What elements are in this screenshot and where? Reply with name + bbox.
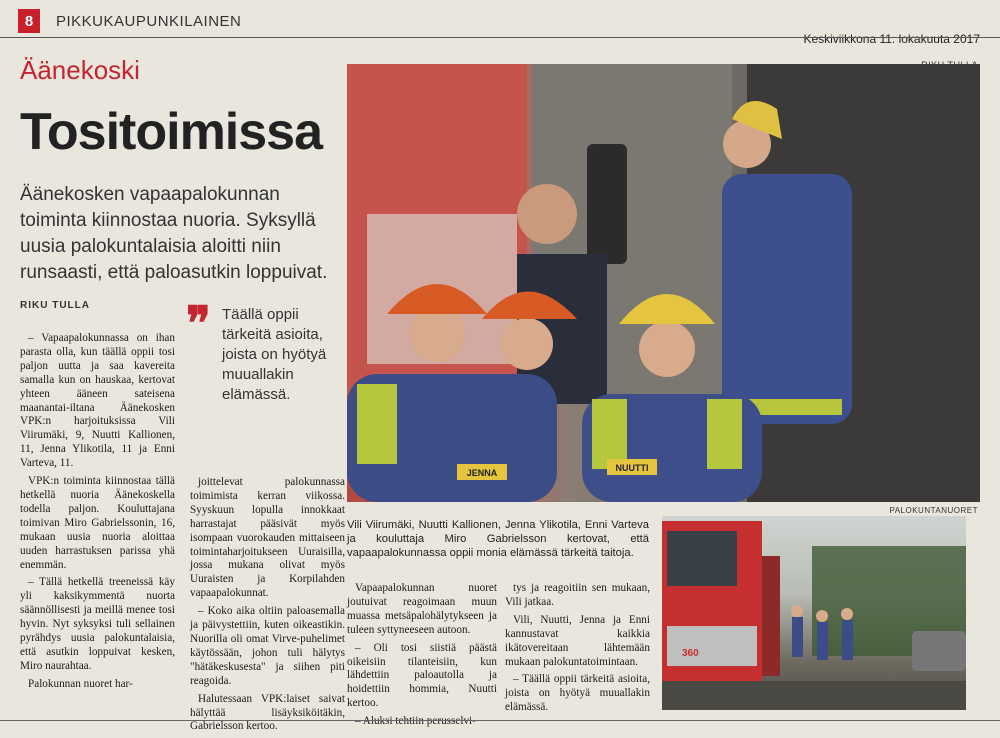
paragraph: Halutessaan VPK:laiset saivat hälyttää lisäyksiköitäkin, Gabrielsson kertoo. bbox=[190, 692, 345, 733]
paragraph: Vapaapalokunnan nuoret joutuivat reagoimaan muun muassa metsäpalohälytykseen ja tuleen syttyneeseen autoon. bbox=[347, 582, 497, 636]
header-rule bbox=[0, 37, 1000, 38]
paragraph: – Aluksi tehtiin perusselvi- bbox=[355, 715, 476, 728]
paragraph: VPK:n toiminta kiinnostaa tällä hetkellä nuoria Äänekoskella todella paljon. Kouluttajana toimivan Miro Gabrielssonin, 16, mukaan uusia nuoria aloittaa uuden harrastuksen parissa yhä enemmän. bbox=[20, 475, 175, 571]
fire-truck-illustration bbox=[662, 516, 966, 710]
main-photo bbox=[347, 64, 980, 502]
section-title: Äänekoski bbox=[20, 55, 140, 85]
issue-date: Keskiviikkona 11. lokakuuta 2017 bbox=[803, 32, 980, 46]
paragraph: joittelevat palokunnassa toimimista kerran viikossa. Syyskuun lopulla innokkaat harrastajat pääsivät myös isompaan vuorokauden mittaiseen toimintaharjoitukseen Uuraisilla, jossa mukana olivat myös Uuraisten ja Korpilahden vapaapalokunnat. bbox=[190, 476, 345, 600]
quote-mark-icon: ❞ bbox=[186, 298, 211, 349]
headline: Tositoimissa bbox=[20, 103, 323, 161]
page-number: 8 bbox=[18, 9, 40, 33]
body-column-2 bbox=[190, 476, 345, 738]
paragraph: – Täällä oppii tärkeitä asioita, joista on hyötyä muuallakin elämässä. bbox=[505, 673, 650, 714]
firefighters-photo-illustration bbox=[347, 64, 980, 502]
paragraph: – Tällä hetkellä treeneissä käy yli kaksikymmentä nuorta säännöllisesti ja meillä menee tosi hyvin. Nyt syksyksi tuli sellainen pyrähdys uusia palokuntalaisia, että asutkin loppuivat kesken, Miro naurahtaa. bbox=[20, 576, 175, 672]
paragraph: – Vapaapalokunnassa on ihan parasta olla, kun täällä oppii tosi paljon uutta ja saa kavereita samalla kun on hauskaa, kertovat yhteen ääneen sateisena maanantai-iltana Äänekosken VPK:n harjoituksissa Vili Viirumäki, 9, Nuutti Kallionen, 11, Jenna Ylikotila, 11 ja Enni Varteva, 11. bbox=[20, 332, 175, 470]
paragraph: Palokunnan nuoret har- bbox=[28, 677, 133, 690]
name-badge-jenna: JENNA bbox=[466, 468, 498, 478]
name-badge-nuutti: NUUTTI bbox=[615, 463, 649, 473]
body-column-1 bbox=[20, 332, 175, 696]
footer-rule bbox=[0, 720, 1000, 721]
pull-quote: Täällä oppii tärkeitä asioita, joista on hyötyä muuallakin elämässä. bbox=[222, 306, 327, 403]
paragraph: Vili, Nuutti, Jenna ja Enni kannustavat kaikkia ikätovereitaan lähtemään mukaan palokuntatoimintaan. bbox=[505, 613, 650, 668]
newspaper-name: PIKKUKAUPUNKILAINEN bbox=[56, 13, 242, 30]
truck-number: 360 bbox=[682, 648, 699, 659]
lead-paragraph: Äänekosken vapaapalokunnan toiminta kiinnostaa nuoria. Syksyllä uusia palokuntalaisia aloitti niin runsaasti, että paloasutkin loppuivat. bbox=[20, 184, 328, 283]
paragraph: tys ja reagoitiin sen mukaan, Vili jatkaa. bbox=[505, 582, 650, 608]
paragraph: – Koko aika oltiin paloasemalla ja päivystettiin, kuten oikeastikin. Nuorilla oli omat Virve-puhelimet käytössään, johon tuli hälytys "hätäkeskusesta" ja siihen piti reagoida. bbox=[190, 605, 345, 687]
photo-caption: Vili Viirumäki, Nuutti Kallionen, Jenna Ylikotila, Enni Varteva ja kouluttaja Miro Gabrielsson kertovat, että vapaapalokunnassa oppii monia elämässä tärkeitä taitoja. bbox=[347, 519, 649, 559]
body-column-3 bbox=[347, 582, 497, 733]
body-column-4 bbox=[505, 582, 650, 719]
photo-source: PALOKUNTANUORET bbox=[889, 506, 978, 515]
byline: RIKU TULLA bbox=[20, 300, 90, 311]
fire-truck-photo bbox=[662, 516, 966, 710]
paragraph: – Oli tosi siistiä päästä oikeisiin tilanteisiin, kun lähdettiin paloautolla ja hoidettiin hommia, Nuutti kertoo. bbox=[347, 641, 497, 710]
